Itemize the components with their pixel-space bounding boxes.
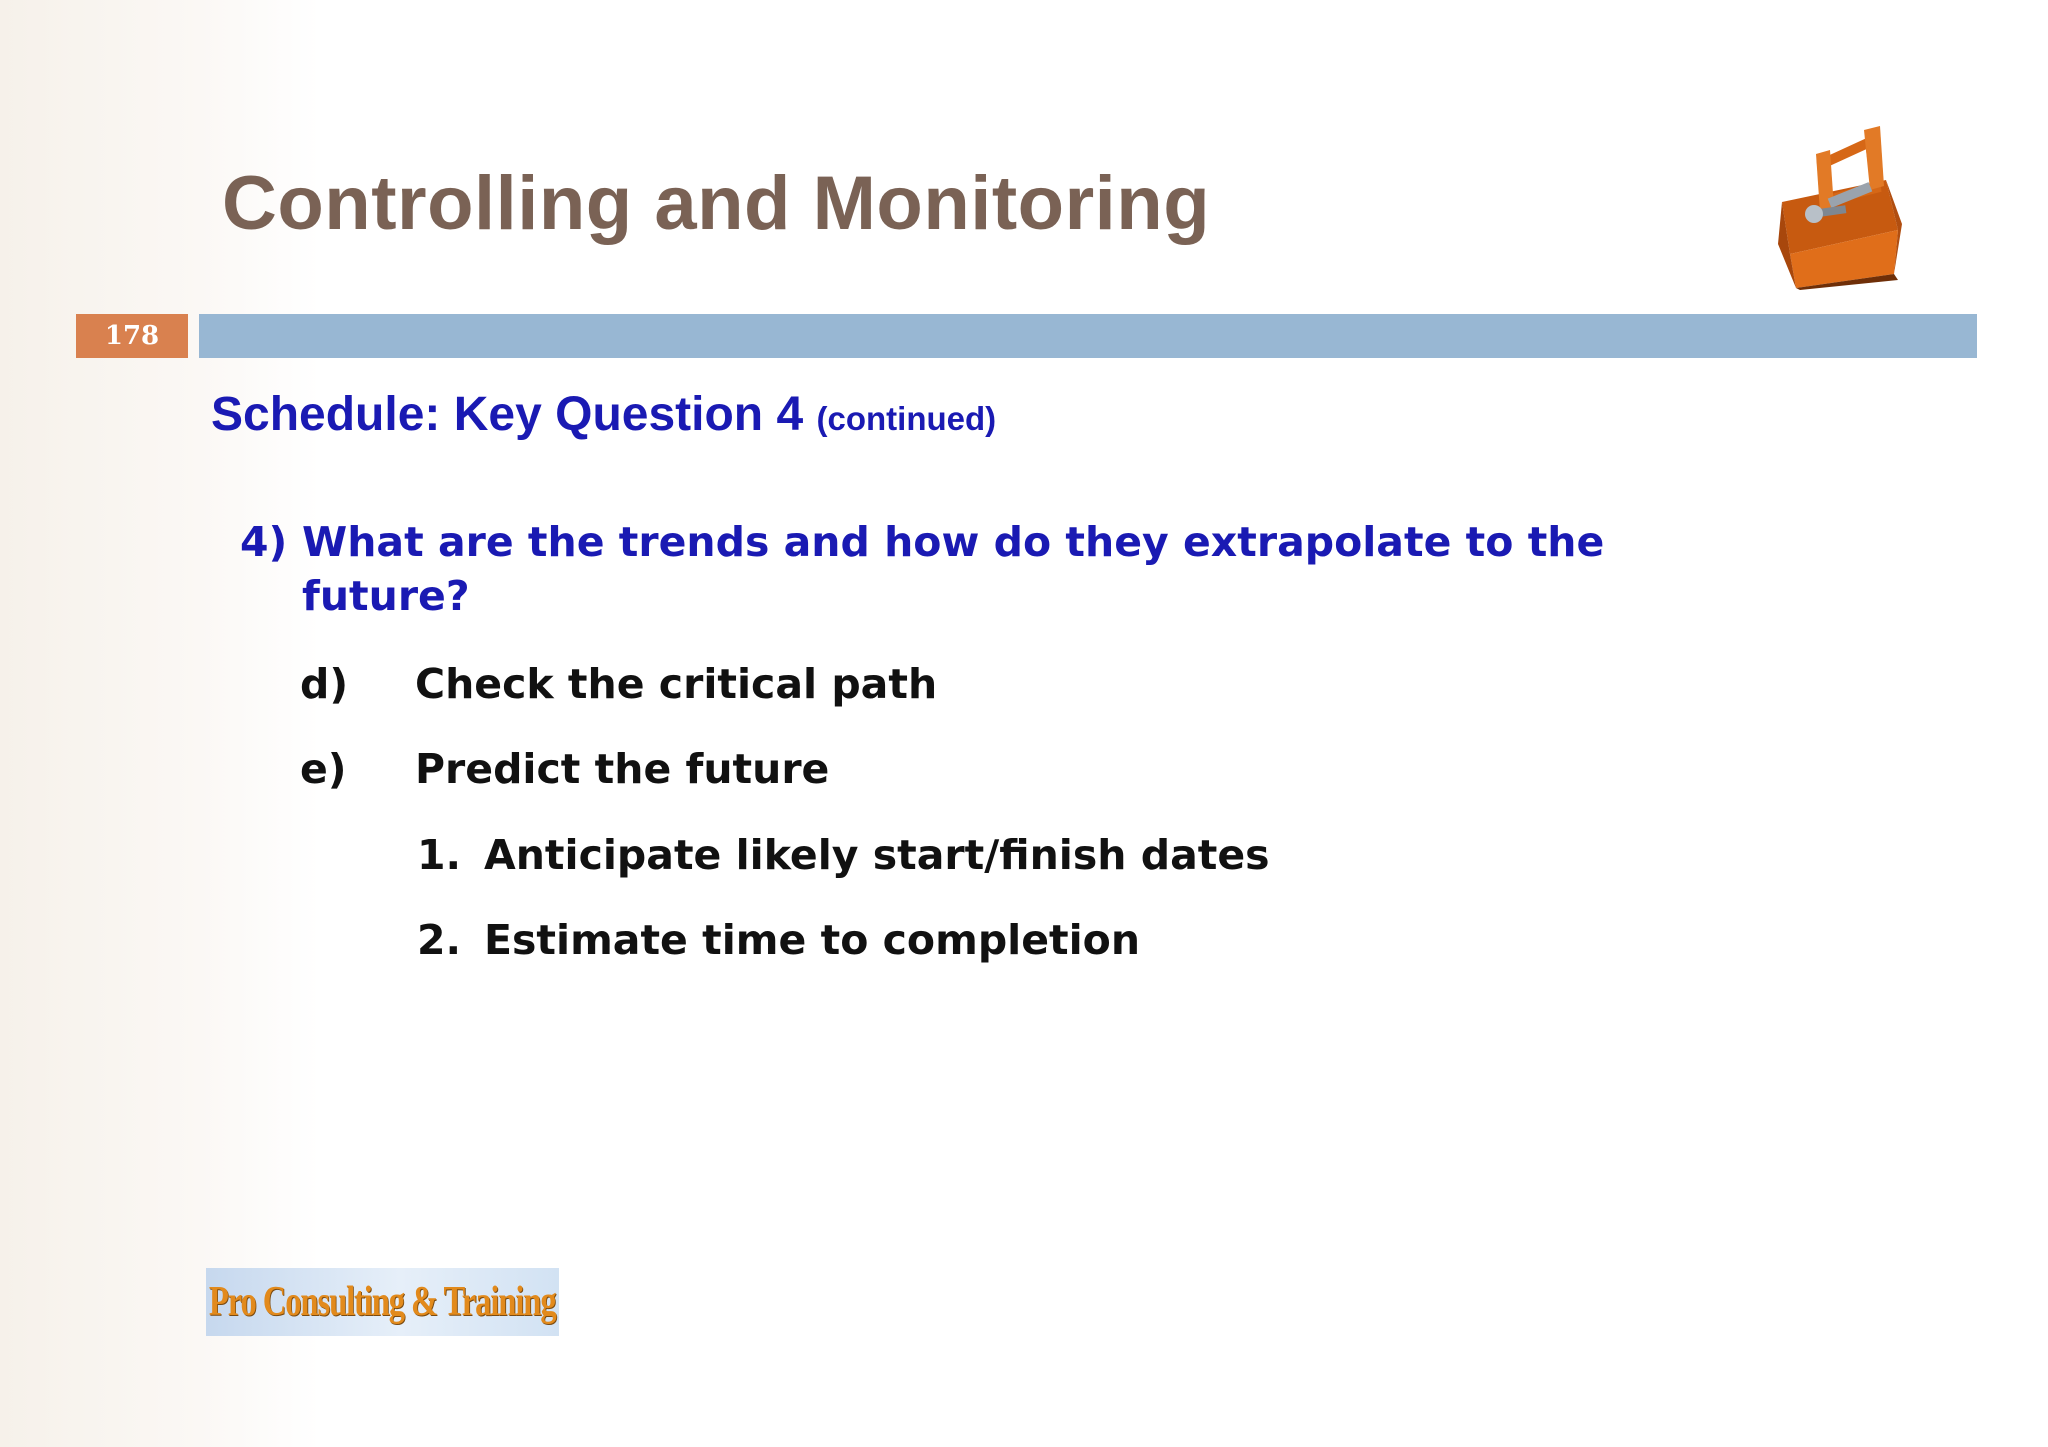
question-text: What are the trends and how do they extrapolate to the future? [302,518,1605,620]
list-item-text: Check the critical path [415,660,938,708]
page-number: 178 [76,314,188,358]
sub-list-item-text: Anticipate likely start/finish dates [484,831,1270,879]
sub-list-item-marker: 2. [417,916,462,964]
sub-list-item-marker: 1. [417,831,462,879]
list-item-marker: d) [300,660,349,708]
slide-subtitle [211,387,996,442]
company-logo [206,1268,559,1336]
list-item-text: Predict the future [415,745,830,793]
header-rule-bar [199,314,1977,358]
toolbox-icon [1770,124,1910,290]
list-item-marker: e) [300,745,347,793]
question-number: 4) [240,518,288,566]
subtitle-note: (continued) [816,400,997,437]
sub-list-item-text: Estimate time to completion [484,916,1141,964]
subtitle-text: Schedule: Key Question 4 [211,388,804,441]
logo-text: Pro Consulting & Training [209,1279,556,1325]
slide-title: Controlling and Monitoring [222,161,1211,246]
